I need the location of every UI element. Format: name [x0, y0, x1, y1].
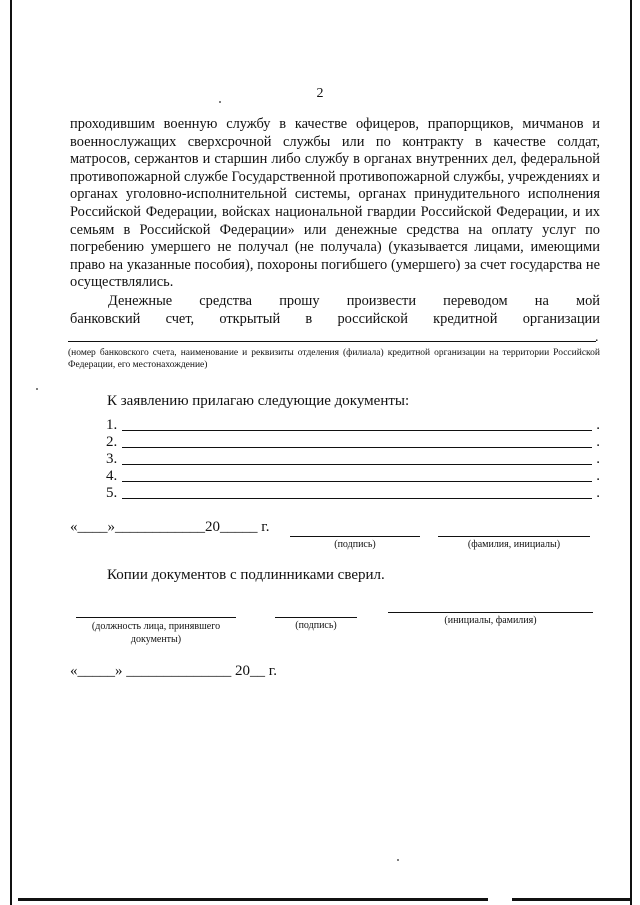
scan-border-bottom-right: [512, 898, 630, 901]
attachment-row[interactable]: [106, 468, 600, 486]
transfer-word: Денежные: [108, 293, 173, 309]
attachment-field-line[interactable]: [122, 447, 592, 448]
transfer-word: кредитной: [433, 310, 498, 327]
bank-account-field-line[interactable]: [68, 341, 596, 342]
official-name-caption: (инициалы, фамилия): [444, 615, 537, 626]
official-position-caption: (должность лица, принявшего документы): [91, 621, 221, 645]
attachment-number: 3.: [106, 451, 118, 467]
official-date-field[interactable]: «_____» ______________ 20__ г.: [70, 663, 277, 679]
attachment-field-line[interactable]: [122, 464, 592, 465]
transfer-word: мой: [575, 293, 600, 309]
official-signature-line[interactable]: [275, 617, 357, 618]
transfer-word: прошу: [279, 293, 320, 309]
attachment-row[interactable]: [106, 417, 600, 435]
transfer-line-2: [70, 311, 600, 329]
transfer-word: средства: [199, 293, 253, 309]
attachment-row[interactable]: [106, 451, 600, 469]
applicant-signature-line[interactable]: [290, 536, 420, 537]
attachment-row[interactable]: [106, 434, 600, 452]
official-position-line[interactable]: [76, 617, 236, 618]
bank-account-field-end: .: [595, 330, 599, 345]
scan-speck: [219, 101, 221, 103]
transfer-request: [70, 293, 600, 328]
scan-border-left: [10, 0, 12, 905]
attachment-number: 1.: [106, 417, 118, 433]
official-name-line[interactable]: [388, 612, 593, 613]
applicant-name-line[interactable]: [438, 536, 590, 537]
scan-border-bottom: [18, 898, 488, 901]
page-number: 2: [316, 86, 324, 101]
attachment-end: .: [596, 468, 600, 484]
copies-verified-text: Копии документов с подлинниками сверил.: [107, 567, 385, 583]
applicant-date-field[interactable]: «____»____________20_____ г.: [70, 519, 270, 535]
official-signature-caption: (подпись): [295, 620, 337, 631]
attachment-end: .: [596, 434, 600, 450]
transfer-word: счет,: [165, 310, 195, 327]
scan-border-right: [630, 0, 632, 905]
transfer-word: на: [534, 293, 549, 309]
applicant-signature-caption: (подпись): [334, 539, 376, 550]
transfer-word: в: [305, 310, 313, 327]
body-paragraph: проходившим военную службу в качестве офицеров, прапорщиков, мичманов и военнослужащих сверхсрочной службы или по контракту в качестве солдат, матросов, сержантов и старшин либо службу в органах внутренних дел, федеральной противопожарной службе Государственной противопожарной службы, учреждениях и органах уголовно-исполнительной системы, органах принудительного исполнения Российской Федерации, войсках национальной гвардии Российской Федерации, и их семьям в Российской Федерации» или денежные средства на оплату услуг по погребению умершего не получал (не получала) (указывается лицами, имеющими право на указанные пособия), похороны погибшего (умершего) за счет государства не осуществлялись.: [70, 116, 600, 291]
bank-account-field-caption: (номер банковского счета, наименование и реквизиты отделения (филиала) кредитной организации на территории Российской Федерации, его местонахождение): [68, 348, 600, 370]
transfer-word: произвести: [346, 293, 417, 309]
applicant-name-caption: (фамилия, инициалы): [467, 539, 561, 550]
attachment-end: .: [596, 451, 600, 467]
transfer-word: банковский: [70, 310, 141, 327]
scan-speck: [397, 859, 399, 861]
scan-speck: [36, 388, 38, 390]
attachment-end: .: [596, 485, 600, 501]
transfer-line-1: [70, 293, 600, 311]
transfer-word: переводом: [443, 293, 508, 309]
attachment-end: .: [596, 417, 600, 433]
attachment-number: 4.: [106, 468, 118, 484]
attachment-field-line[interactable]: [122, 430, 592, 431]
attachment-row[interactable]: [106, 485, 600, 503]
attachment-field-line[interactable]: [122, 481, 592, 482]
attachment-field-line[interactable]: [122, 498, 592, 499]
attachment-number: 2.: [106, 434, 118, 450]
attachment-number: 5.: [106, 485, 118, 501]
attachments-title: К заявлению прилагаю следующие документы:: [107, 393, 410, 409]
transfer-word: российской: [337, 310, 408, 327]
transfer-word: организации: [522, 310, 600, 327]
transfer-word: открытый: [219, 310, 281, 327]
